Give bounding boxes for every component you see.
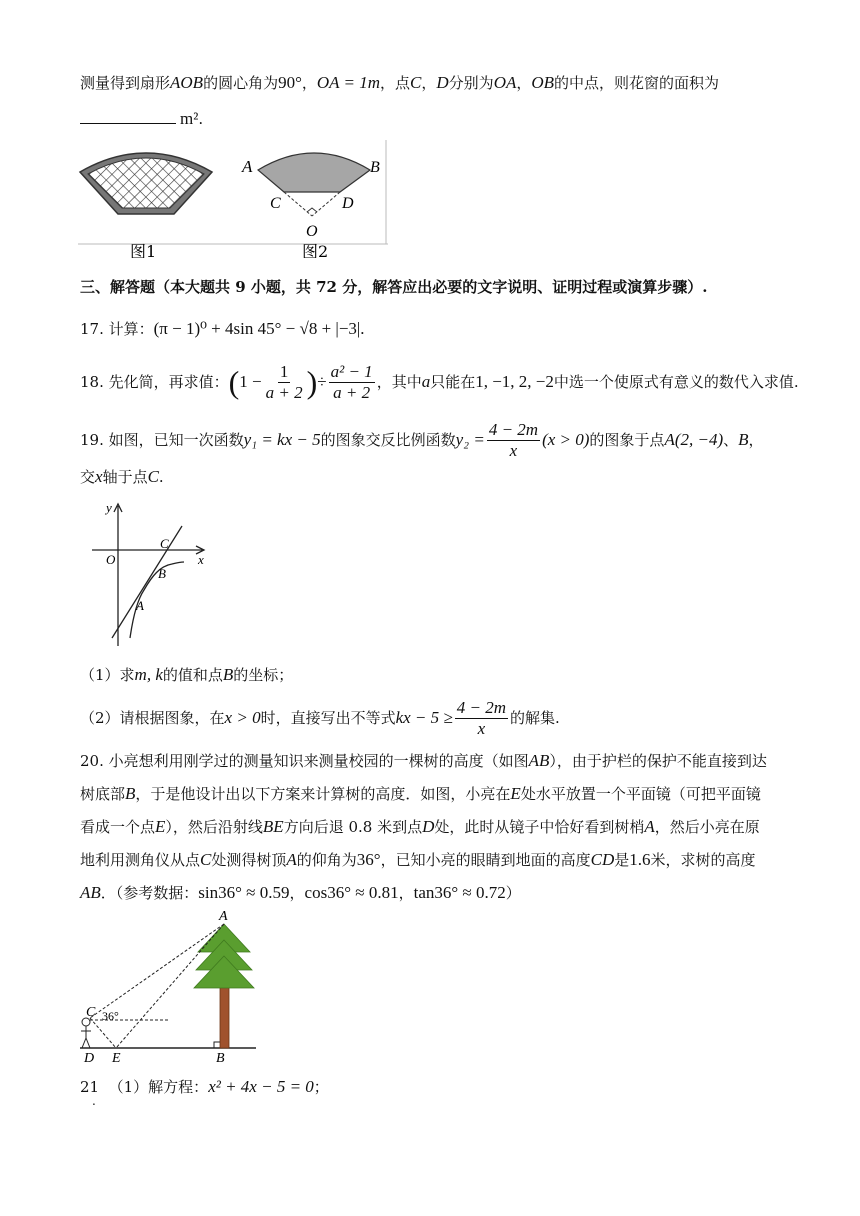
q19-fraction: $\frac{4 - 2m}{x}$	[488, 419, 539, 460]
q18: 18. 先化简，再求值： ( 1 − $\frac{1}{a + 2}$ ) ÷ $\frac{\text{a² − 1}}{a + 2}$ ，其中 a 只能在 1, −1, 2, −2 中选一个使原式有意义的数代入求值.	[80, 361, 799, 402]
q19-part2: （2）请根据图象，在 x > 0 时，直接写出不等式 kx − 5 ≥ $\frac{4 - 2m}{x}$ 的解集.	[80, 697, 560, 738]
q18-fraction-1: $\frac{1}{a + 2}$	[265, 361, 303, 402]
fig2-label-C: C	[270, 195, 281, 212]
q19-line1: 19. 如图，已知一次函数 y₁ = kx − 5 的图象交反比例函数 y₂ = $\frac{4 - 2m}{x}$ (x > 0) 的图象于点 A(2, −4) 、 B ，	[80, 419, 764, 460]
fig2-caption: 图2	[302, 242, 329, 258]
q16-figures	[78, 140, 390, 258]
graph-label-x: x	[198, 552, 204, 567]
q19-part1: （1）求m, k的值和点B的坐标；	[80, 665, 294, 684]
linear-function-line	[112, 526, 182, 638]
fig-label-angle: 36°	[102, 1009, 119, 1023]
fig2-label-D: D	[342, 195, 354, 212]
fig-label-B: B	[216, 1051, 225, 1066]
q20-line2: 树底部B，于是他设计出以下方案来计算树的高度．如图，小亮在E处水平放置一个平面镜（可把平面镜	[80, 784, 761, 803]
q20-line5: AB．（参考数据：sin36° ≈ 0.59，cos36° ≈ 0.81，tan36° ≈ 0.72）	[80, 883, 521, 902]
section-heading: 三、解答题（本大题共 9 小题，共 72 分，解答应出必要的文字说明、证明过程或演算步骤）.	[80, 278, 708, 296]
answer-blank[interactable]	[80, 109, 176, 124]
q19-part2-fraction: $\frac{4 - 2m}{x}$	[456, 697, 506, 738]
q18-fraction-2: $\frac{\text{a² − 1}}{a + 2}$	[330, 361, 373, 402]
fig2-label-B: B	[370, 159, 380, 176]
q17-expression: (π − 1)⁰ + 4sin 45° − √8 + |−3|.	[153, 319, 365, 338]
fig1-caption: 图1	[130, 242, 157, 258]
fig-label-C: C	[86, 1005, 96, 1020]
sight-line-CA	[90, 924, 224, 1018]
fig2-label-A: A	[242, 157, 253, 176]
fig2-label-O: O	[306, 223, 318, 240]
q20-line4: 地利用测角仪从点C处测得树顶A的仰角为36°，已知小亮的眼睛到地面的高度CD是1.6米，求树的高度	[80, 850, 756, 869]
q16-line1: 测量得到扇形AOB的圆心角为90°，OA = 1m，点C，D分别为OA，OB的中点，则花窗的面积为	[80, 73, 720, 92]
person-figure	[81, 1018, 91, 1048]
fig-label-D: D	[84, 1051, 95, 1066]
graph-label-y: y	[106, 500, 112, 515]
graph-label-B: B	[158, 566, 166, 581]
q19-graph	[86, 500, 216, 648]
q21: 21 （1）解方程：x² + 4x − 5 = 0；	[80, 1077, 329, 1096]
tree-bottom-layer	[194, 956, 254, 988]
tree-trunk	[220, 980, 229, 1048]
graph-label-A: A	[136, 598, 144, 613]
fig1-flower-window	[80, 153, 212, 214]
q20-line3: 看成一个点E），然后沿射线BE方向后退 0.8 米到点D处，此时从镜子中恰好看到树梢A，然后小亮在原	[80, 817, 760, 836]
graph-label-C: C	[160, 536, 169, 551]
q20-line1: 20. 小亮想利用刚学过的测量知识来测量校园的一棵树的高度（如图AB），由于护栏的保护不能直接到达	[80, 751, 767, 770]
stray-dot: .	[92, 1094, 96, 1108]
graph-label-O: O	[106, 552, 116, 567]
q19-line2: 交x轴于点C.	[80, 467, 164, 486]
fig-label-A: A	[219, 909, 228, 924]
q20-figure	[76, 908, 262, 1066]
q17: 17. 计算：(π − 1)⁰ + 4sin 45° − √8 + |−3|.	[80, 319, 365, 338]
q16-line2: m².	[80, 108, 203, 130]
fig-label-E: E	[112, 1051, 121, 1066]
